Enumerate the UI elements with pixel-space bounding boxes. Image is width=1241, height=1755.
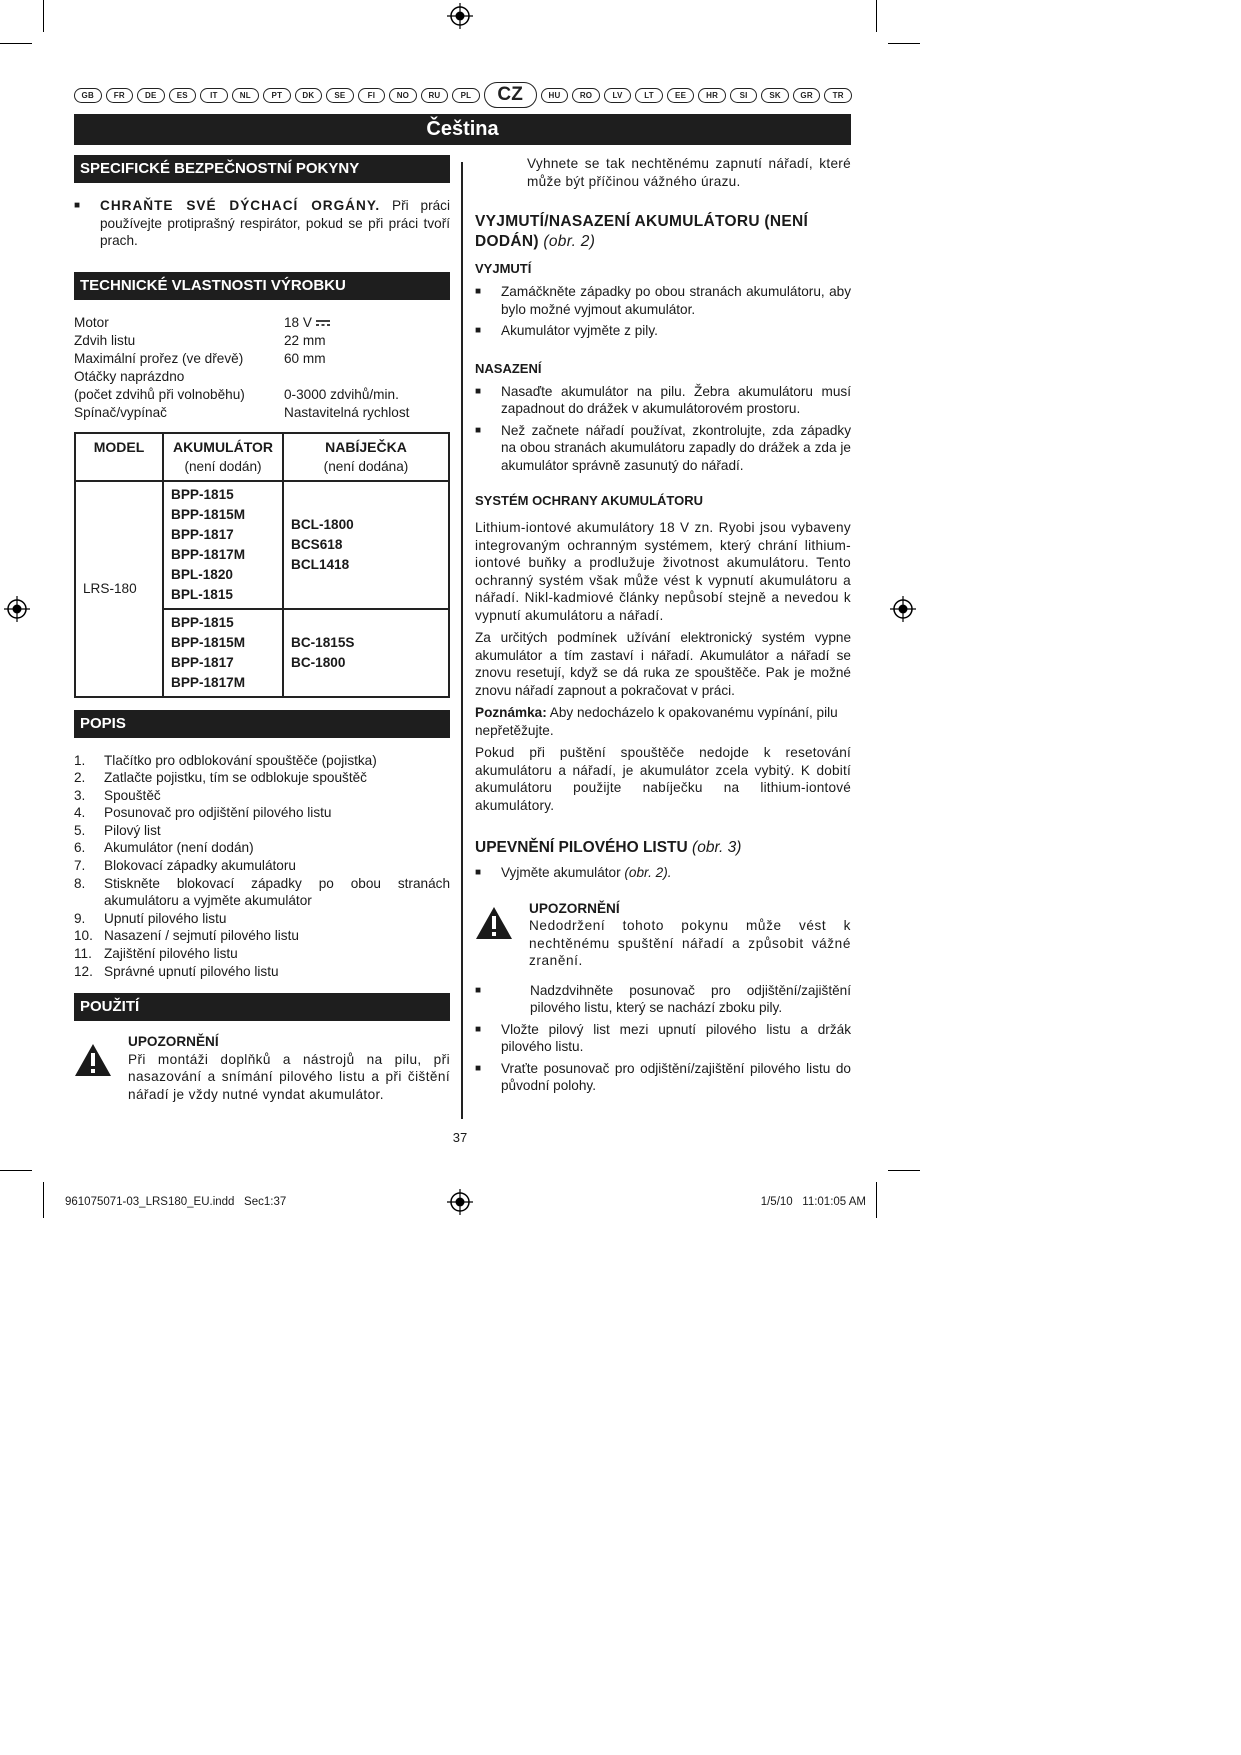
blade-first-step: ■ Vyjměte akumulátor (obr. 2).: [475, 865, 672, 880]
bullet-icon: ■: [475, 286, 482, 297]
crop-mark: [0, 1170, 32, 1171]
language-tab-pt: PT: [263, 88, 291, 103]
list-item: ■ Zamáčkněte západky po obou stranách akumulátoru, aby bylo možné vyjmout akumulátor.: [475, 284, 851, 317]
spec-label: Spínač/vypínač: [74, 404, 167, 420]
charger-model: BC-1800: [291, 654, 346, 670]
intro-text: Vyhnete se tak nechtěnému zapnutí nářadí, které může být příčinou vážného úrazu.: [527, 156, 851, 189]
th-battery: AKUMULÁTOR: [172, 438, 274, 455]
language-tab-fr: FR: [106, 88, 134, 103]
list-item: 3. Spouštěč: [74, 787, 161, 803]
bullet-icon: ■: [475, 867, 482, 878]
note: Poznámka: Aby nedocházelo k opakovanému vypínání, pilu nepřetěžujte.: [475, 705, 838, 738]
spec-list: [74, 314, 450, 422]
language-tab-gb: GB: [74, 88, 102, 103]
charger-model: BCL1418: [291, 556, 350, 572]
blade-warning-block: [475, 900, 851, 970]
bullet-icon: ■: [475, 1062, 482, 1074]
list-item: 8. Stiskněte blokovací západky po obou stranách akumulátoru a vyjměte akumulátor: [74, 875, 450, 909]
charger-model: BCS618: [291, 536, 343, 552]
warning-icon: [74, 1043, 112, 1077]
language-tab-sk: SK: [761, 88, 789, 103]
warning-text: Při montáži doplňků a nástrojů na pilu, při nasazování a snímání pilového listu a při čištění nářadí je vždy nutné vyndat akumulátor.: [128, 1051, 450, 1102]
model-table: [74, 432, 450, 698]
th-model: MODEL: [75, 433, 163, 481]
list-item: ■ Nasaďte akumulátor na pilu. Žebra akumulátoru musí zapadnout do drážek v akumulátorovém prostoru.: [475, 383, 851, 416]
right-column: [475, 155, 851, 1095]
system-paragraph-3: Pokud při puštění spouštěče nedojde k resetování akumulátoru a nářadí, je akumulátor zcela vybitý. K dobití akumulátoru použijte nabíječku na lithium-iontové akumulátory.: [475, 745, 851, 813]
language-tab-pl: PL: [452, 88, 480, 103]
nasazeni-label: NASAZENÍ: [475, 360, 542, 376]
list-item: ■ Vraťte posunovač pro odjištění/zajištění pilového listu do původní polohy.: [475, 1060, 851, 1093]
list-item: ■ Vložte pilový list mezi upnutí pilového listu a držák pilového listu.: [475, 1021, 851, 1054]
battery-group-1: [163, 481, 283, 609]
battery-model: BPL-1815: [171, 586, 233, 602]
list-item: ■ Nadzdvihněte posunovač pro odjištění/zajištění pilového listu, který se nachází zboku pily.: [475, 982, 851, 1015]
language-tab-nl: NL: [232, 88, 260, 103]
language-tab-hr: HR: [698, 88, 726, 103]
crop-mark: [0, 43, 32, 44]
language-bar: [74, 82, 852, 108]
warning-icon: [475, 906, 513, 940]
language-tab-gr: GR: [793, 88, 821, 103]
spec-value: 0-3000 zdvihů/min.: [284, 386, 399, 402]
parts-list: [74, 752, 450, 981]
registration-mark-icon: [890, 596, 916, 622]
registration-mark-icon: [447, 1189, 473, 1215]
language-tab-hu: HU: [541, 88, 569, 103]
battery-model: BPP-1815M: [171, 634, 246, 650]
blade-warning-title: UPOZORNĚNÍ: [529, 900, 620, 916]
list-item: 2. Zatlačte pojistku, tím se odblokuje spouštěč: [74, 770, 367, 786]
list-item: 4. Posunovač pro odjištění pilového listu: [74, 805, 332, 821]
section-heading-pouziti: POUŽITÍ: [74, 993, 450, 1021]
warning-title: UPOZORNĚNÍ: [128, 1034, 219, 1050]
list-item: 7. Blokovací západky akumulátoru: [74, 858, 296, 874]
bullet-icon: ■: [475, 1023, 482, 1035]
dc-symbol-icon: [312, 315, 330, 330]
registration-mark-icon: [4, 596, 30, 622]
bullet-icon: ■: [475, 984, 482, 996]
crop-mark: [43, 1182, 44, 1218]
spec-label: Maximální prořez (ve dřevě): [74, 350, 244, 366]
blade-heading: UPEVNĚNÍ PILOVÉHO LISTU (obr. 3): [475, 839, 742, 856]
blade-steps-list: [475, 982, 851, 1095]
spec-label: (počet zdvihů při volnoběhu): [74, 386, 245, 402]
spec-label: Otáčky naprázdno: [74, 368, 185, 384]
battery-group-2: [163, 609, 283, 697]
battery-model: BPP-1815: [171, 614, 234, 630]
charger-group-1: [283, 481, 449, 609]
list-item: 12. Správné upnutí pilového listu: [74, 963, 279, 979]
vyjmuti-list: [475, 283, 851, 340]
spec-value: 18 V: [284, 314, 450, 332]
list-item: 5. Pilový list: [74, 822, 161, 838]
section-heading-safety: SPECIFICKÉ BEZPEČNOSTNÍ POKYNY: [74, 155, 450, 183]
language-tab-se: SE: [326, 88, 354, 103]
language-tab-tr: TR: [824, 88, 852, 103]
charger-model: BCL-1800: [291, 516, 354, 532]
battery-model: BPP-1817M: [171, 674, 246, 690]
battery-model: BPP-1817M: [171, 546, 246, 562]
language-tab-cz: CZ: [484, 82, 537, 108]
vyjmuti-label: VYJMUTÍ: [475, 261, 532, 276]
spec-value: 22 mm: [284, 332, 326, 348]
bullet-icon: ■: [475, 385, 482, 397]
language-tab-es: ES: [169, 88, 197, 103]
spec-label: Motor: [74, 314, 109, 330]
language-tab-ro: RO: [572, 88, 600, 103]
bullet-icon: ■: [475, 325, 482, 336]
language-tab-dk: DK: [295, 88, 323, 103]
safety-text: Při práci používejte protiprašný respirátor, pokud se při práci tvoří prach.: [100, 198, 450, 248]
registration-mark-icon: [447, 3, 473, 29]
bullet-icon: ■: [74, 200, 81, 211]
left-column: [74, 155, 450, 1103]
crop-mark: [43, 0, 44, 32]
spec-value: [284, 368, 450, 386]
list-item: 11. Zajištění pilového listu: [74, 946, 238, 962]
language-tab-ru: RU: [421, 88, 449, 103]
battery-heading: VYJMUTÍ/NASAZENÍ AKUMULÁTORU (NENÍ DODÁN) (obr. 2): [475, 213, 809, 250]
language-tab-lt: LT: [635, 88, 663, 103]
language-tab-no: NO: [389, 88, 417, 103]
bullet-icon: ■: [475, 424, 482, 436]
list-item: ■ Akumulátor vyjměte z pily.: [475, 323, 658, 338]
battery-model: BPP-1815M: [171, 506, 246, 522]
language-tab-si: SI: [730, 88, 758, 103]
language-tab-de: DE: [137, 88, 165, 103]
language-tab-lv: LV: [604, 88, 632, 103]
spec-label: Zdvih listu: [74, 332, 136, 348]
section-heading-popis: POPIS: [74, 710, 450, 738]
system-label: SYSTÉM OCHRANY AKUMULÁTORU: [475, 493, 703, 508]
crop-mark: [888, 43, 920, 44]
model-cell: LRS-180: [75, 481, 163, 697]
th-battery-sub: (není dodán): [184, 458, 262, 474]
list-item: ■ Než začnete nářadí používat, zkontrolujte, zda západky na obou stranách akumulátoru zapadly do drážek a zda je akumulátor správně zasunutý do nářadí.: [475, 422, 851, 473]
section-heading-tech: TECHNICKÉ VLASTNOSTI VÝROBKU: [74, 272, 450, 300]
battery-model: BPP-1817: [171, 654, 234, 670]
list-item: 10. Nasazení / sejmutí pilového listu: [74, 928, 299, 944]
crop-mark: [888, 1170, 920, 1171]
column-divider: [461, 162, 463, 1119]
system-paragraph-2: Za určitých podmínek užívání elektronický systém vypne akumulátor a tím zastaví i nářadí. Akumulátor a nářadí se znovu resetují, když se dá ruka ze spouštěče. Pak je možné znovu nářadí zapnout a pokračovat v práci.: [475, 630, 851, 698]
list-item: 1. Tlačítko pro odblokování spouštěče (pojistka): [74, 752, 377, 768]
warning-block: [74, 1033, 450, 1103]
system-paragraph-1: Lithium-iontové akumulátory 18 V zn. Ryobi jsou vybaveny integrovaným ochranným systémem, který chrání lithium-iontové buňky a prodlužuje životnost akumulátoru. Tento ochranný systém však může vést k vypnutí akumulátoru a nářadí. Nikl-kadmiové články nepůsobí stejně a nevedou k vypnutí akumulátoru a nářadí.: [475, 520, 851, 623]
battery-model: BPL-1820: [171, 566, 233, 582]
crop-mark: [876, 0, 877, 32]
charger-model: BC-1815S: [291, 634, 355, 650]
safety-bullet: [74, 197, 450, 250]
charger-group-2: [283, 609, 449, 697]
list-item: 9. Upnutí pilového listu: [74, 910, 227, 926]
language-tab-ee: EE: [667, 88, 695, 103]
battery-model: BPP-1815: [171, 486, 234, 502]
battery-model: BPP-1817: [171, 526, 234, 542]
page-title: Čeština: [74, 114, 851, 145]
th-charger: NABÍJEČKA: [325, 438, 407, 455]
footer-timestamp: 1/5/10 11:01:05 AM: [760, 1196, 866, 1208]
spec-value: Nastavitelná rychlost: [284, 404, 410, 420]
safety-bold-text: CHRAŇTE SVÉ DÝCHACÍ ORGÁNY.: [100, 198, 381, 213]
list-item: 6. Akumulátor (není dodán): [74, 840, 254, 856]
nasazeni-list: [475, 383, 851, 475]
page-number: 37: [452, 1130, 468, 1145]
footer-file-info: 961075071-03_LRS180_EU.indd Sec1:37: [65, 1196, 287, 1208]
crop-mark: [876, 1182, 877, 1218]
language-tab-it: IT: [200, 88, 228, 103]
language-tab-fi: FI: [358, 88, 386, 103]
blade-warning-text: Nedodržení tohoto pokynu může vést k nechtěnému spuštění nářadí a způsobit vážné zranění.: [529, 918, 851, 968]
spec-value: 60 mm: [284, 350, 326, 366]
th-charger-sub: (není dodána): [323, 458, 409, 474]
